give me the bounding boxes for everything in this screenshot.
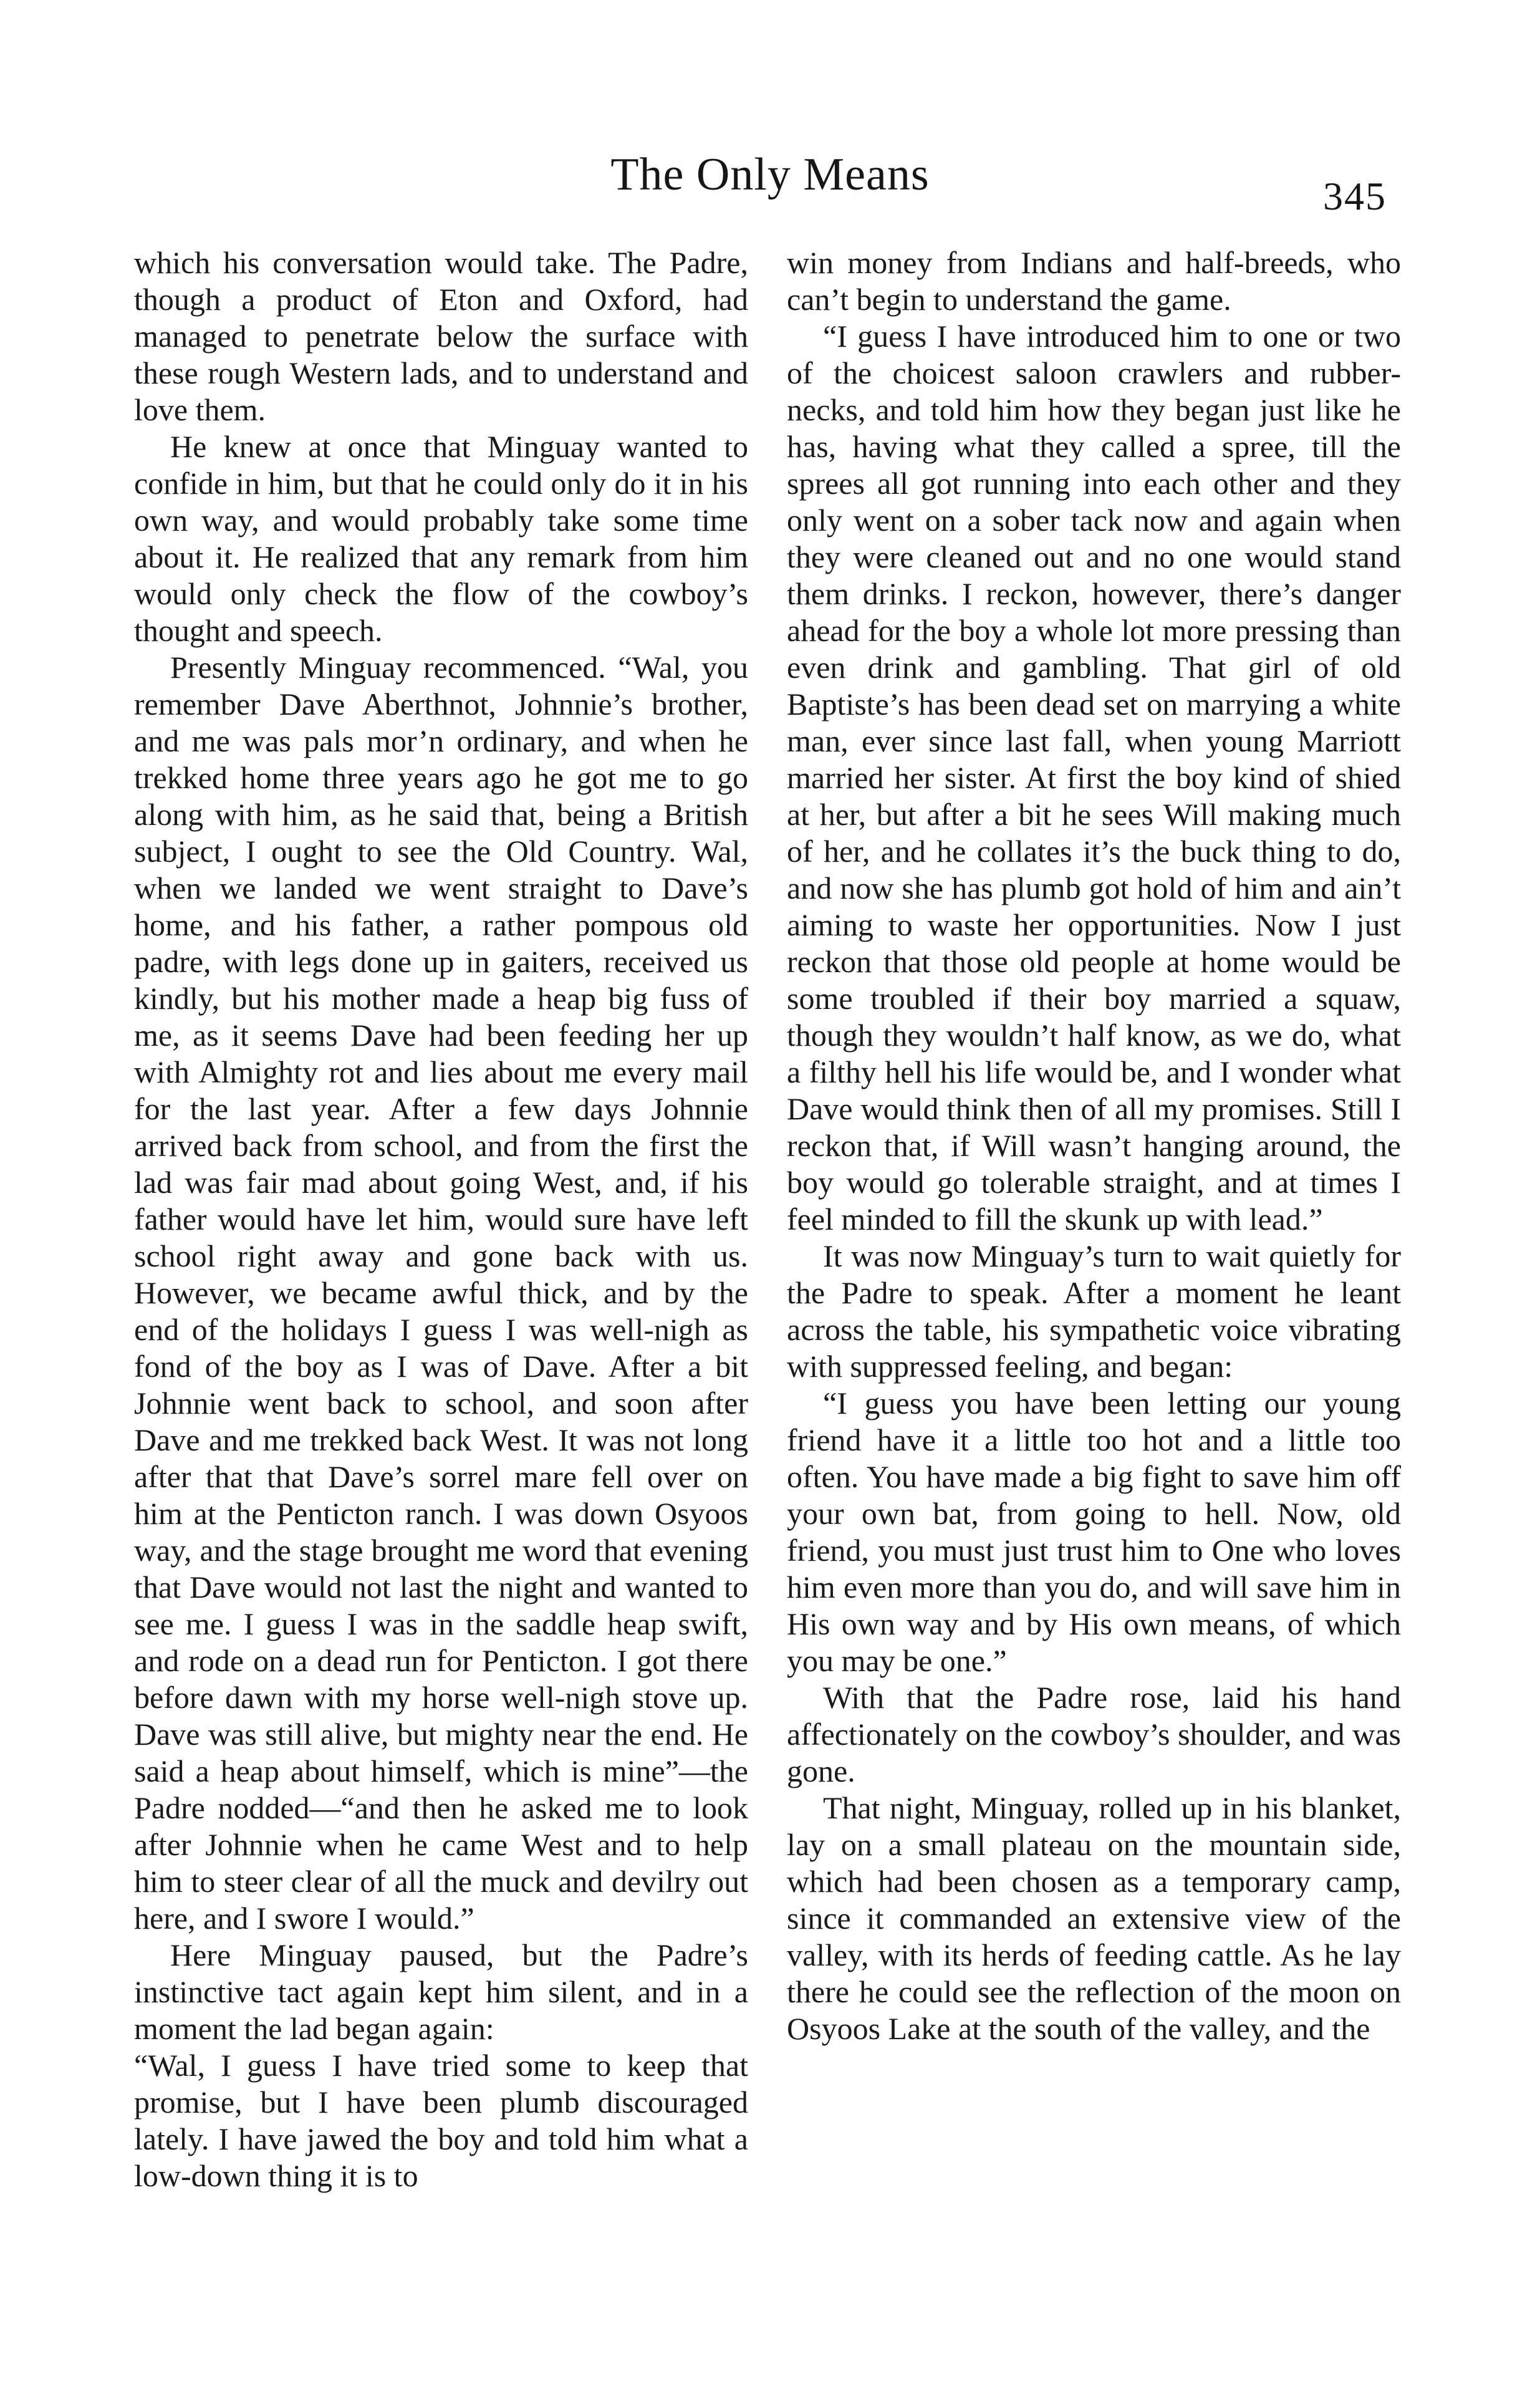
right-column [787,244,1401,2047]
paragraph: Here Minguay paused, but the Padre’s instinctive tact again kept him silent, and in a moment the lad began again: [134,1937,748,2046]
paragraph: win money from Indians and half-breeds, who can’t begin to understand the game. [787,245,1401,317]
paragraph: which his conversation would take. The Padre, though a product of Eton and Oxford, had managed to penetrate below the surface with these rough Western lads, and to understand and love them. [134,245,748,427]
paragraph: “Wal, I guess I have tried some to keep that promise, but I have been plumb discouraged lately. I have jawed the boy and told him what a low-down thing it is to [134,2048,748,2193]
paragraph: Presently Minguay recommenced. “Wal, you remember Dave Aberthnot, Johnnie’s brother, and me was pals mor’n ordinary, and when he trekked home three years ago he got me to go along with him, as he said that, being a British subject, I ought to see the Old Country. Wal, when we landed we went straight to Dave’s home, and his father, a rather pompous old padre, with legs done up in gaiters, received us kindly, but his mother made a heap big fuss of me, as it seems Dave had been feeding her up with Almighty rot and lies about me every mail for the last year. After a few days Johnnie arrived back from school, and from the first the lad was fair mad about going West, and, if his father would have let him, would sure have left school right away and gone back with us. However, we became awful thick, and by the end of the holidays I guess I was well-nigh as fond of the boy as I was of Dave. After a bit Johnnie went back to school, and soon after Dave and me trekked back West. It was not long after that that Dave’s sorrel mare fell over on him at the Penticton ranch. I was down Osyoos way, and the stage brought me word that evening that Dave would not last the night and wanted to see me. I guess I was in the saddle heap swift, and rode on a dead run for Penticton. I got there before dawn with my horse well-nigh stove up. Dave was still alive, but mighty near the end. He said a heap about himself, which is mine”—the Padre nodded—“and then he asked me to look after Johnnie when he came West and to help him to steer clear of all the muck and devilry out here, and I swore I would.” [134,650,748,1936]
paragraph: He knew at once that Minguay wanted to confide in him, but that he could only do it in his own way, and would probably take some time about it. He realized that any remark from him would only check the flow of the cowboy’s thought and speech. [134,429,748,648]
paragraph: “I guess you have been letting our young friend have it a little too hot and a little too often. You have made a big fight to save him off your own bat, from going to hell. Now, old friend, you must just trust him to One who loves him even more than you do, and will save him in His own way and by His own means, of which you may be one.” [787,1386,1401,1678]
paragraph: It was now Minguay’s turn to wait quietly for the Padre to speak. After a moment he leant across the table, his sympathetic voice vibrating with suppressed feeling, and began: [787,1238,1401,1384]
left-column [134,244,748,2194]
paragraph: With that the Padre rose, laid his hand affectionately on the cowboy’s shoulder, and was gone. [787,1680,1401,1788]
paragraph: That night, Minguay, rolled up in his blanket, lay on a small plateau on the mountain side, which had been chosen as a temporary camp, since it commanded an extensive view of the valley, with its herds of feeding cattle. As he lay there he could see the reflection of the moon on Osyoos Lake at the south of the valley, and the [787,1790,1401,2046]
running-title: The Only Means [610,149,930,200]
page-number: 345 [1323,174,1387,218]
paragraph: “I guess I have introduced him to one or two of the choicest saloon crawlers and rubber-necks, and told him how they began just like he has, having what they called a spree, till the sprees all got running into each other and they only went on a sober tack now and again when they were cleaned out and no one would stand them drinks. I reckon, however, there’s danger ahead for the boy a whole lot more pressing than even drink and gambling. That girl of old Baptiste’s has been dead set on marrying a white man, ever since last fall, when young Marriott married her sister. At first the boy kind of shied at her, but after a bit he sees Will making much of her, and he collates it’s the buck thing to do, and now she has plumb got hold of him and ain’t aiming to waste her opportunities. Now I just reckon that those old people at home would be some troubled if their boy married a squaw, though they wouldn’t half know, as we do, what a filthy hell his life would be, and I wonder what Dave would think then of all my promises. Still I reckon that, if Will wasn’t hanging around, the boy would go tolerable straight, and at times I feel minded to fill the skunk up with lead.” [787,319,1401,1237]
